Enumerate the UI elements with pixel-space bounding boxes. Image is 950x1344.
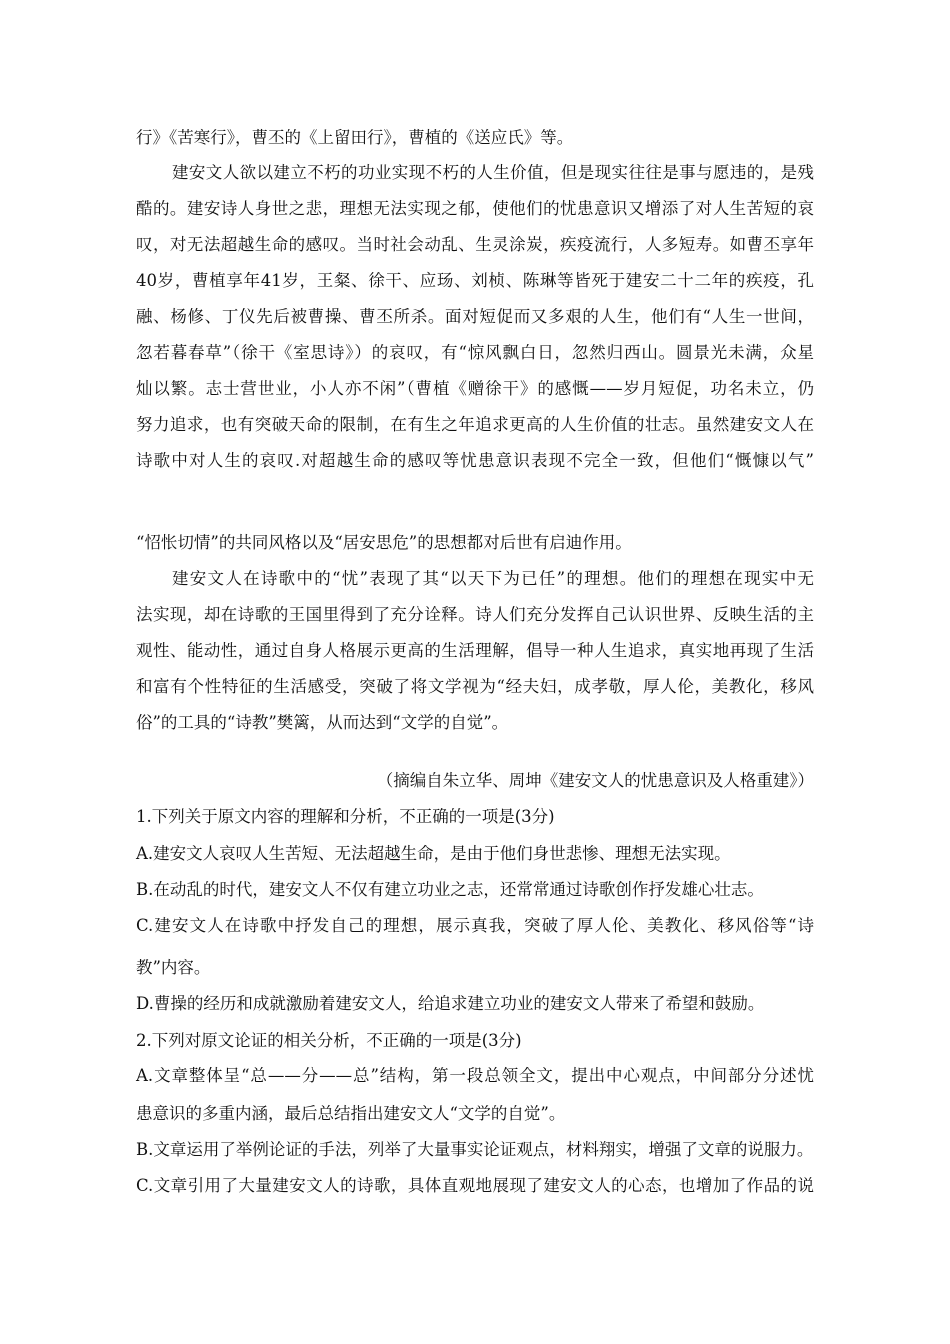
- question-1-option-c: C.建安文人在诗歌中抒发自己的理想，展示真我，突破了厚人伦、美教化、移风俗等“诗: [136, 916, 814, 935]
- text-line: 行》《苦寒行》，曹丕的《上留田行》，曹植的《送应氏》等。: [136, 128, 574, 147]
- paragraph-line: 灿以繁。志士营世业，小人亦不闲”（曹植《赠徐干》的感慨——岁月短促，功名未立，仍: [136, 379, 814, 398]
- paragraph-line: 融、杨修、丁仪先后被曹操、曹丕所杀。面对短促而又多艰的人生，他们有“人生一世间，: [136, 307, 814, 326]
- question-1: 1.下列关于原文内容的理解和分析，不正确的一项是(3分): [136, 807, 555, 826]
- paragraph-line: 40岁，曹植享年41岁，王粲、徐干、应玚、刘桢、陈琳等皆死于建安二十二年的疾疫，孔: [136, 271, 814, 290]
- question-1-option-b: B.在动乱的时代，建安文人不仅有建立功业之志，还常常通过诗歌创作抒发雄心壮志。: [136, 880, 764, 899]
- paragraph-line: 建安文人在诗歌中的“忧”表现了其“以天下为已任”的理想。他们的理想在现实中无: [172, 569, 814, 588]
- question-2-option-a: A.文章整体呈“总——分——总”结构，第一段总领全文，提出中心观点，中间部分分述忧: [136, 1066, 814, 1085]
- paragraph-line: 努力追求，也有突破天命的限制，在有生之年追求更高的人生价值的壮志。虽然建安文人在: [136, 415, 814, 434]
- question-2-option-a-cont: 患意识的多重内涵，最后总结指出建安文人“文学的自觉”。: [136, 1104, 566, 1123]
- paragraph-line: 俗”的工具的“诗教”樊篱，从而达到“文学的自觉”。: [136, 713, 509, 732]
- paragraph-line: 建安文人欲以建立不朽的功业实现不朽的人生价值，但是现实往往是事与愿违的，是残: [172, 163, 814, 182]
- paragraph-line: 叹，对无法超越生命的感叹。当时社会动乱、生灵涂炭，疾疫流行，人多短寿。如曹丕享年: [136, 235, 814, 254]
- paragraph-line: 酷的。建安诗人身世之悲，理想无法实现之郁，使他们的忧患意识又增添了对人生苦短的哀: [136, 199, 814, 218]
- question-1-option-a: A.建安文人哀叹人生苦短、无法超越生命，是由于他们身世悲惨、理想无法实现。: [136, 844, 731, 863]
- question-2: 2.下列对原文论证的相关分析，不正确的一项是(3分): [136, 1031, 522, 1050]
- question-1-option-d: D.曹操的经历和成就激励着建安文人，给追求建立功业的建安文人带来了希望和鼓励。: [136, 994, 765, 1013]
- paragraph-line: 法实现，却在诗歌的王国里得到了充分诠释。诗人们充分发挥自己认识世界、反映生活的主: [136, 605, 814, 624]
- paragraph-line: 和富有个性特征的生活感受，突破了将文学视为“经夫妇，成孝敬，厚人伦，美教化，移风: [136, 677, 814, 696]
- question-2-option-c: C.文章引用了大量建安文人的诗歌，具体直观地展现了建安文人的心态，也增加了作品的说: [136, 1176, 814, 1195]
- paragraph-line: “怊怅切情”的共同风格以及“居安思危”的思想都对后世有启迪作用。: [136, 533, 632, 552]
- question-2-option-b: B.文章运用了举例论证的手法，列举了大量事实论证观点，材料翔实，增强了文章的说服力。: [136, 1140, 814, 1159]
- source-citation: （摘编自朱立华、周坤《建安文人的忧患意识及人格重建》）: [376, 771, 814, 790]
- paragraph-line: 观性、能动性，通过自身人格展示更高的生活理解，倡导一种人生追求，真实地再现了生活: [136, 641, 814, 660]
- paragraph-line: 诗歌中对人生的哀叹.对超越生命的感叹等忧患意识表现不完全一致，但他们“慨慷以气”: [136, 451, 814, 470]
- paragraph-line: 忽若暮春草”（徐干《室思诗》）的哀叹，有“惊风飘白日，忽然归西山。圆景光未满，众星: [136, 343, 814, 362]
- question-1-option-c-cont: 教”内容。: [136, 958, 211, 977]
